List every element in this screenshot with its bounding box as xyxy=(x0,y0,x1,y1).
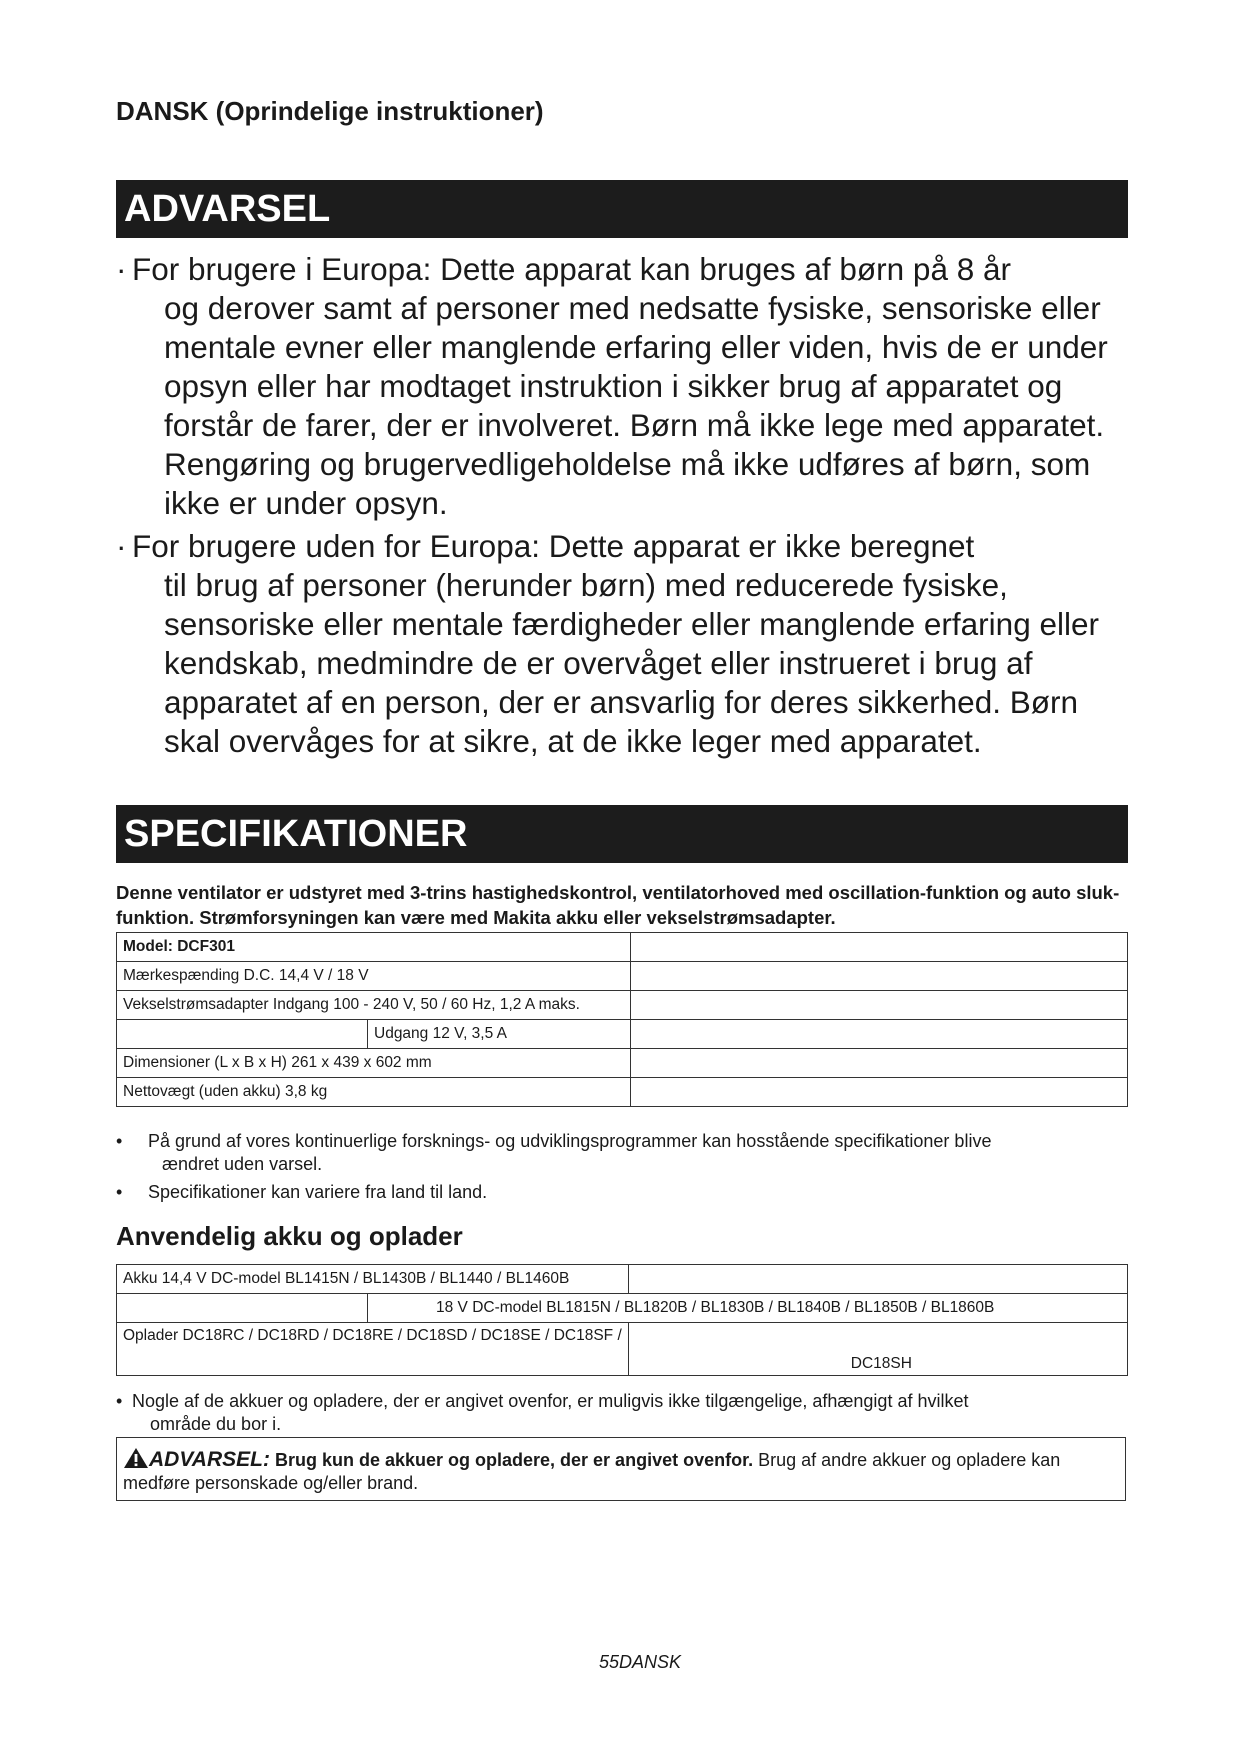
charger-models: Oplader DC18RC / DC18RD / DC18RE / DC18SD / DC18SE / DC18SF / xyxy=(117,1323,629,1376)
warning-item-outside-europe xyxy=(116,527,1136,761)
battery-notes xyxy=(116,1390,1126,1441)
warning-section-title: ADVARSEL xyxy=(116,180,1128,238)
table-row xyxy=(117,1020,1128,1049)
table-row xyxy=(117,933,1128,962)
bullet: • xyxy=(116,1182,123,1202)
warning-item-text: og derover samt af personer med nedsatte fysiske, sensoriske eller mentale evner eller manglende erfaring eller viden, hvis de er under opsyn eller har modtaget instruktion i sikker brug af apparatet og forstår de farer, der er involveret. Børn må ikke lege med apparatet. Rengøring og brugervedligeholdelse må ikke udføres af børn, som ikke er under opsyn. xyxy=(164,290,1108,521)
spec-dimensions: Dimensioner (L x B x H) 261 x 439 x 602 mm xyxy=(117,1049,631,1078)
table-row xyxy=(117,1265,1128,1294)
table-row xyxy=(117,1049,1128,1078)
spec-model: Model: DCF301 xyxy=(117,933,631,962)
list-item xyxy=(116,1390,1126,1436)
warning-item-first-line: For brugere i Europa: Dette apparat kan bruges af børn på 8 år xyxy=(132,251,1012,287)
empty-cell xyxy=(117,1294,368,1323)
spec-notes xyxy=(116,1130,1126,1209)
language-header: DANSK (Oprindelige instruktioner) xyxy=(116,96,544,126)
page-number: 55DANSK xyxy=(598,1652,682,1672)
caution-bold-text: Brug kun de akkuer og opladere, der er angivet ovenfor. xyxy=(274,1450,754,1470)
list-item xyxy=(116,1130,1126,1176)
bullet: · xyxy=(116,251,127,287)
spec-intro: Denne ventilator er udstyret med 3-trins hastighedskontrol, ventilatorhoved med oscillation-funktion og auto sluk-funktion. Strømforsyningen kan være med Makita akku eller vekselstrømsadapter. xyxy=(116,882,1120,928)
bullet: • xyxy=(116,1131,123,1151)
battery-14v: Akku 14,4 V DC-model BL1415N / BL1430B / BL1440 / BL1460B xyxy=(117,1265,629,1294)
bullet: • xyxy=(116,1391,123,1411)
battery-table xyxy=(116,1264,1128,1376)
empty-cell xyxy=(631,1049,1128,1078)
empty-cell xyxy=(631,933,1128,962)
battery-section-title: Anvendelig akku og oplader xyxy=(116,1221,463,1251)
note-text: På grund af vores kontinuerlige forsknings- og udviklingsprogrammer kan hosstående specifikationer blive xyxy=(148,1131,992,1151)
warning-triangle-icon xyxy=(123,1447,149,1469)
warning-list xyxy=(116,250,1136,765)
empty-cell xyxy=(631,962,1128,991)
caution-label: ADVARSEL: xyxy=(149,1448,270,1471)
empty-cell xyxy=(628,1265,1127,1294)
spec-voltage: Mærkespænding D.C. 14,4 V / 18 V xyxy=(117,962,631,991)
note-text-continued: område du bor i. xyxy=(150,1414,282,1434)
table-row xyxy=(117,1323,1128,1376)
note-text-continued: ændret uden varsel. xyxy=(162,1154,323,1174)
note-text: Nogle af de akkuer og opladere, der er angivet ovenfor, er muligvis ikke tilgængelige, afhængigt af hvilket xyxy=(132,1391,969,1411)
warning-item-europe xyxy=(116,250,1136,523)
table-row xyxy=(117,1078,1128,1107)
table-row xyxy=(117,962,1128,991)
caution-text: Brug af andre akkuer og opladere kan medføre personskade og/eller brand. xyxy=(123,1450,1061,1493)
warning-item-first-line: For brugere uden for Europa: Dette apparat er ikke beregnet xyxy=(132,528,975,564)
empty-cell xyxy=(631,991,1128,1020)
spec-adapter-output: Udgang 12 V, 3,5 A xyxy=(368,1020,631,1049)
empty-cell xyxy=(631,1078,1128,1107)
charger-model-extra: DC18SH xyxy=(628,1323,1127,1376)
table-row xyxy=(117,991,1128,1020)
table-row xyxy=(117,1294,1128,1323)
spec-table xyxy=(116,932,1128,1107)
spec-adapter-input: Vekselstrømsadapter Indgang 100 - 240 V, 50 / 60 Hz, 1,2 A maks. xyxy=(117,991,631,1020)
bullet: · xyxy=(116,528,127,564)
note-text: Specifikationer kan variere fra land til land. xyxy=(148,1182,488,1202)
battery-18v: 18 V DC-model BL1815N / BL1820B / BL1830B / BL1840B / BL1850B / BL1860B xyxy=(368,1294,1128,1323)
caution-box xyxy=(116,1437,1126,1501)
empty-cell xyxy=(631,1020,1128,1049)
spec-section-title: SPECIFIKATIONER xyxy=(116,805,1128,863)
warning-item-text: til brug af personer (herunder børn) med reducerede fysiske, sensoriske eller mentale færdigheder eller manglende erfaring eller kendskab, medmindre de er overvåget eller instrueret i brug af apparatet af en person, der er ansvarlig for deres sikkerhed. Børn skal overvåges for at sikre, at de ikke leger med apparatet. xyxy=(164,567,1099,759)
spec-weight: Nettovægt (uden akku) 3,8 kg xyxy=(117,1078,631,1107)
list-item xyxy=(116,1181,1126,1204)
empty-cell xyxy=(117,1020,368,1049)
